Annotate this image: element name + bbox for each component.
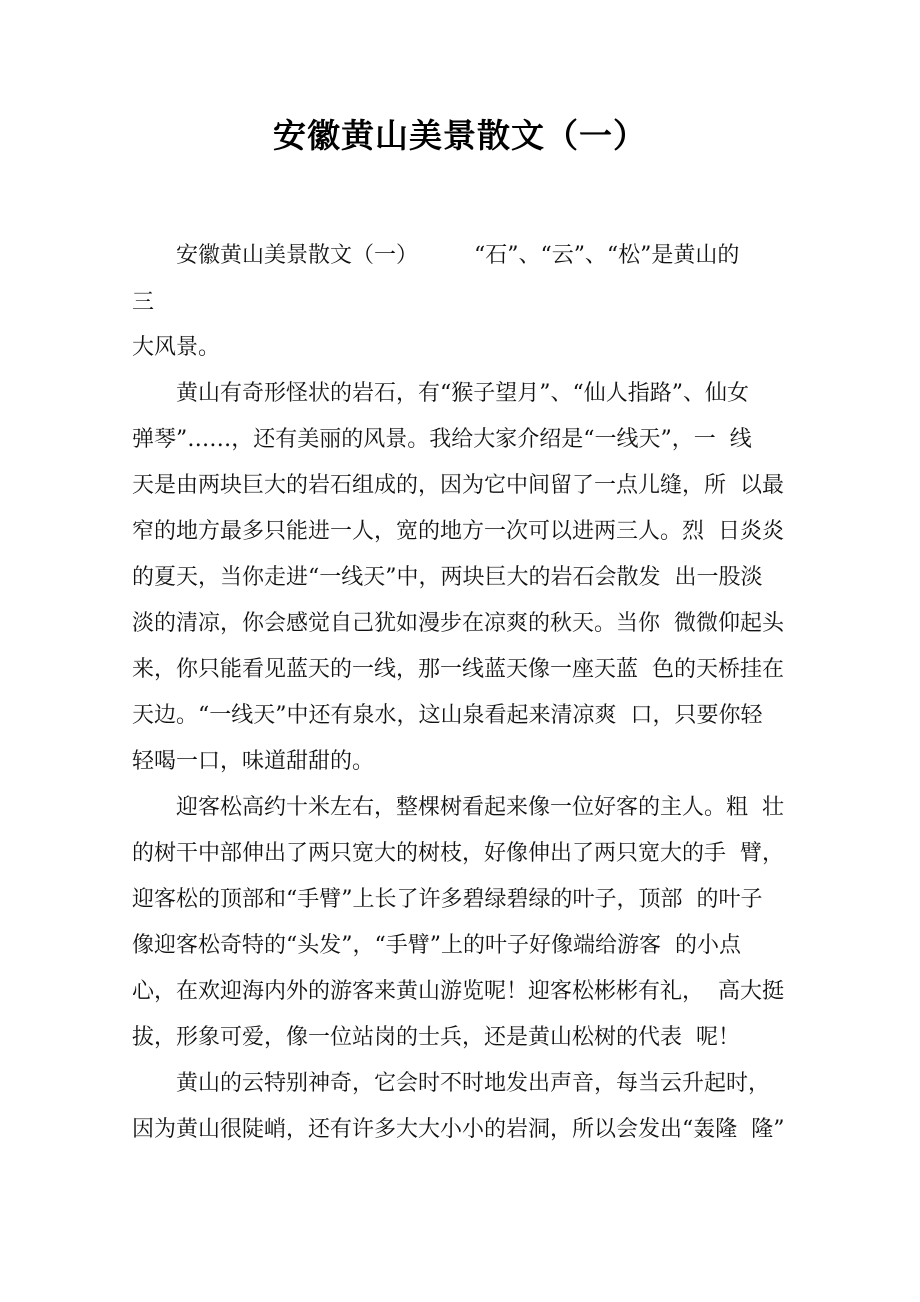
- paragraph-line: 黄山的云特别神奇，它会时不时地发出声音，每当云升起时，: [176, 1071, 771, 1096]
- paragraph-line: 窄的地方最多只能进一人，宽的地方一次可以进两三人。烈 日炎炎: [132, 519, 784, 544]
- paragraph-line: 来，你只能看见蓝天的一线，那一线蓝天像一座天蓝 色的天桥挂在: [132, 657, 784, 682]
- paragraph-line: 大风景。: [132, 335, 221, 360]
- paragraph-line: 淡的清凉，你会感觉自己犹如漫步在凉爽的秋天。当你 微微仰起头: [132, 611, 784, 636]
- paragraph-line: 拔，形象可爱，像一位站岗的士兵，还是黄山松树的代表 呢！: [132, 1025, 740, 1050]
- paragraph-line: 像迎客松奇特的“头发”，“手臂”上的叶子好像端给游客 的小点: [132, 933, 741, 958]
- paragraph-line: 三: [132, 290, 155, 315]
- paragraph-line: 的树干中部伸出了两只宽大的树枝，好像伸出了两只宽大的手 臂，: [132, 841, 784, 866]
- paragraph-line: 因为黄山很陡峭，还有许多大大小小的岩洞，所以会发出“轰隆 隆”: [132, 1117, 785, 1142]
- paragraph-line: 迎客松的顶部和“手臂”上长了许多碧绿碧绿的叶子，顶部 的叶子: [132, 887, 763, 912]
- document-title: 安徽黄山美景散文（一）: [273, 116, 647, 155]
- paragraph-line: 天边。“一线天”中还有泉水，这山泉看起来清凉爽 口，只要你轻: [132, 703, 763, 728]
- paragraph-line: 迎客松高约十米左右，整棵树看起来像一位好客的主人。粗 壮: [176, 795, 784, 820]
- paragraph-line: 心，在欢迎海内外的游客来黄山游览呢！迎客松彬彬有礼， 高大挺: [132, 979, 784, 1004]
- paragraph-line: 轻喝一口，味道甜甜的。: [132, 749, 375, 774]
- paragraph-line: 的夏天，当你走进“一线天”中，两块巨大的岩石会散发 出一股淡: [132, 565, 763, 590]
- paragraph-line: 弹琴”……，还有美丽的风景。我给大家介绍是“一线天”，一 线: [132, 427, 752, 452]
- paragraph-line: 天是由两块巨大的岩石组成的，因为它中间留了一点儿缝，所 以最: [132, 473, 784, 498]
- paragraph-line: 黄山有奇形怪状的岩石，有“猴子望月”、“仙人指路”、仙女: [176, 381, 749, 406]
- paragraph-line: 安徽黄山美景散文（一） “石”、“云”、“松”是黄山的: [176, 243, 740, 268]
